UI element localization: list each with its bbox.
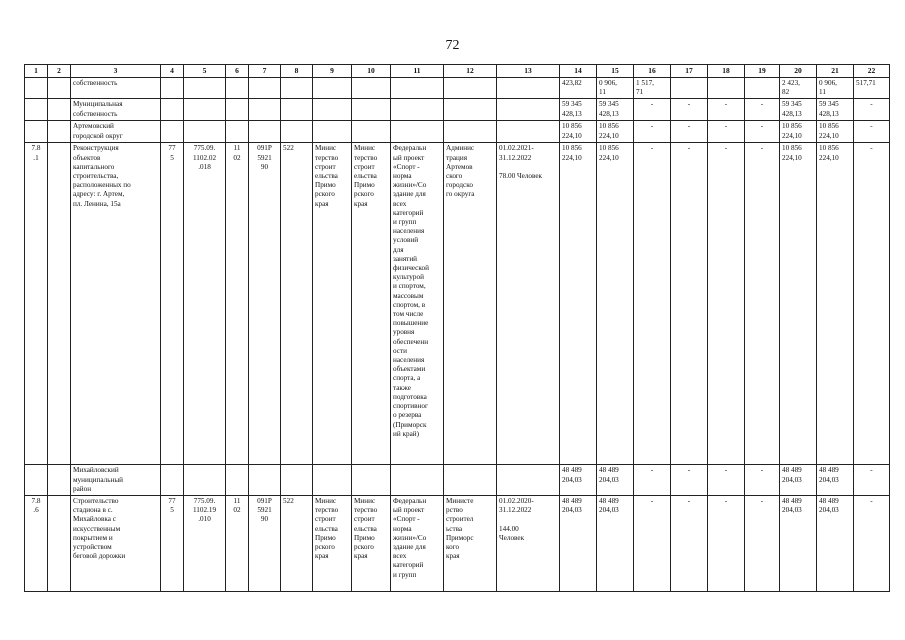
table-cell: 48 489 204,03	[597, 465, 634, 496]
table-cell	[249, 465, 281, 496]
table-cell: 2 423, 82	[780, 78, 817, 99]
table-cell	[391, 121, 444, 143]
column-number: 14	[560, 65, 597, 78]
table-cell	[352, 99, 391, 121]
table-cell	[444, 121, 497, 143]
table-cell: 10 856 224,10	[780, 143, 817, 465]
table-cell: Министе рство строител ьства Приморс кого края	[444, 496, 497, 592]
table-cell: -	[671, 99, 708, 121]
table-cell: 775.09. 1102.19 .010	[184, 496, 226, 592]
table-cell: -	[708, 465, 745, 496]
table-cell: -	[634, 496, 671, 592]
table-cell: Реконструкция объектов капитального строительства, расположенных по адресу: г. Артем, пл. Ленина, 15а	[71, 143, 161, 465]
table-cell: -	[708, 121, 745, 143]
table-cell: 775.09. 1102.02 .018	[184, 143, 226, 465]
table-cell	[249, 99, 281, 121]
table-cell: Артемовский городской округ	[71, 121, 161, 143]
table-cell: 77 5	[161, 143, 184, 465]
table-cell: -	[854, 121, 890, 143]
table-cell	[48, 143, 71, 465]
table-cell: -	[671, 143, 708, 465]
table-cell	[184, 465, 226, 496]
table-row	[25, 99, 890, 121]
table-cell: -	[671, 121, 708, 143]
table-cell	[745, 78, 780, 99]
table-cell	[48, 121, 71, 143]
table-cell: 48 489 204,03	[597, 496, 634, 592]
column-number: 21	[817, 65, 854, 78]
page-number: 72	[445, 38, 460, 53]
table-cell	[48, 99, 71, 121]
table-cell: -	[708, 496, 745, 592]
table-cell	[281, 121, 313, 143]
table-cell: 59 345 428,13	[597, 99, 634, 121]
table-row	[25, 465, 890, 496]
table-cell: -	[634, 99, 671, 121]
column-number: 19	[745, 65, 780, 78]
table-cell: 10 856 224,10	[560, 121, 597, 143]
table-cell	[161, 465, 184, 496]
table-cell: -	[671, 496, 708, 592]
column-number: 5	[184, 65, 226, 78]
table-cell: собственность	[71, 78, 161, 99]
table-cell: 423,82	[560, 78, 597, 99]
column-number: 12	[444, 65, 497, 78]
column-number: 22	[854, 65, 890, 78]
table-cell	[444, 99, 497, 121]
table-cell: 11 02	[226, 143, 249, 465]
table-cell	[25, 121, 48, 143]
table-cell: 1 517, 71	[634, 78, 671, 99]
table-cell	[249, 78, 281, 99]
table-cell	[281, 465, 313, 496]
column-number: 11	[391, 65, 444, 78]
table-row	[25, 143, 890, 465]
table-cell: 10 856 224,10	[597, 143, 634, 465]
table-cell: 522	[281, 143, 313, 465]
table-cell: -	[745, 121, 780, 143]
table-cell: 091P 5921 90	[249, 496, 281, 592]
table-cell	[226, 78, 249, 99]
table-cell: -	[745, 496, 780, 592]
table-cell	[161, 78, 184, 99]
table-cell: 01.02.2020- 31.12.2022 144.00 Человек	[497, 496, 560, 592]
table-cell: -	[854, 465, 890, 496]
program-table	[24, 64, 890, 592]
table-cell	[25, 465, 48, 496]
table-cell	[281, 99, 313, 121]
table-cell: Минис терство строит ельства Примо рского края	[352, 496, 391, 592]
table-cell	[352, 78, 391, 99]
table-cell: -	[708, 143, 745, 465]
table-cell: -	[854, 99, 890, 121]
table-cell: -	[745, 143, 780, 465]
table-cell	[671, 78, 708, 99]
table-cell	[249, 121, 281, 143]
table-cell	[226, 121, 249, 143]
table-cell: 48 489 204,03	[780, 496, 817, 592]
table-cell	[184, 99, 226, 121]
table-cell: Админис трация Артемов ского городско го округа	[444, 143, 497, 465]
table-cell	[313, 99, 352, 121]
table-cell: 77 5	[161, 496, 184, 592]
table-cell: -	[634, 465, 671, 496]
column-number: 13	[497, 65, 560, 78]
table-cell	[48, 496, 71, 592]
table-cell: 59 345 428,13	[560, 99, 597, 121]
table-cell: -	[745, 99, 780, 121]
table-cell	[497, 465, 560, 496]
table-cell	[313, 465, 352, 496]
table-cell	[497, 121, 560, 143]
table-cell	[281, 78, 313, 99]
table-cell: -	[671, 465, 708, 496]
table-cell: Федеральн ый проект «Спорт - норма жизни»/Со здание для всех категорий и групп населения условий для занятий физической культурой и спортом, массовым спортом, в том числе повышение уровня обеспеченн ости населения объектами спорта, а также подготовка спортивног о резерва (Приморск ий край)	[391, 143, 444, 465]
table-cell: -	[634, 143, 671, 465]
table-cell: 59 345 428,13	[817, 99, 854, 121]
column-number: 4	[161, 65, 184, 78]
table-cell: 59 345 428,13	[780, 99, 817, 121]
table-cell: -	[708, 99, 745, 121]
table-cell	[497, 99, 560, 121]
column-number: 7	[249, 65, 281, 78]
table-cell	[444, 78, 497, 99]
table-cell: Федеральн ый проект «Спорт - норма жизни»/Со здание для всех категорий и групп	[391, 496, 444, 592]
table-cell: Муниципальная собственность	[71, 99, 161, 121]
table-cell: 48 489 204,03	[817, 496, 854, 592]
table-cell: 0 906, 11	[817, 78, 854, 99]
table-cell: 10 856 224,10	[817, 121, 854, 143]
table-cell: 7.8 .1	[25, 143, 48, 465]
table-cell	[184, 121, 226, 143]
table-cell	[444, 465, 497, 496]
table-cell: Минис терство строит ельства Примо рского края	[313, 143, 352, 465]
column-number: 17	[671, 65, 708, 78]
table-cell: 091P 5921 90	[249, 143, 281, 465]
column-number: 9	[313, 65, 352, 78]
column-number: 2	[48, 65, 71, 78]
table-cell	[391, 99, 444, 121]
table-cell: -	[745, 465, 780, 496]
table-cell	[48, 465, 71, 496]
column-number: 18	[708, 65, 745, 78]
column-number: 8	[281, 65, 313, 78]
table-cell	[708, 78, 745, 99]
table-cell	[226, 465, 249, 496]
table-cell: -	[634, 121, 671, 143]
column-number: 1	[25, 65, 48, 78]
column-number: 16	[634, 65, 671, 78]
table-cell: Строительство стадиона в с. Михайловка с искусственным покрытием и устройством беговой дорожки	[71, 496, 161, 592]
table-cell: 522	[281, 496, 313, 592]
column-number: 10	[352, 65, 391, 78]
table-cell: 01.02.2021- 31.12.2022 78.00 Человек	[497, 143, 560, 465]
table-cell	[25, 78, 48, 99]
table-cell	[391, 78, 444, 99]
table-cell: 7.8 .6	[25, 496, 48, 592]
table-row	[25, 496, 890, 592]
table-cell	[313, 121, 352, 143]
column-numbers-row	[25, 65, 890, 78]
table-row	[25, 78, 890, 99]
table-cell: -	[854, 496, 890, 592]
table-cell	[352, 465, 391, 496]
table-cell	[497, 78, 560, 99]
column-number: 20	[780, 65, 817, 78]
table-cell: 11 02	[226, 496, 249, 592]
table-cell	[161, 121, 184, 143]
table-cell: 48 489 204,03	[560, 496, 597, 592]
table-cell	[352, 121, 391, 143]
table-cell: Михайловский муниципальный район	[71, 465, 161, 496]
table-cell	[184, 78, 226, 99]
table-cell	[313, 78, 352, 99]
table-row	[25, 121, 890, 143]
table-cell: 10 856 224,10	[780, 121, 817, 143]
table-cell: 517,71	[854, 78, 890, 99]
column-number: 15	[597, 65, 634, 78]
table-cell: 48 489 204,03	[780, 465, 817, 496]
table-cell: 48 489 204,03	[817, 465, 854, 496]
column-number: 3	[71, 65, 161, 78]
table-cell: -	[854, 143, 890, 465]
table-cell	[226, 99, 249, 121]
table-cell: Минис терство строит ельства Примо рского края	[313, 496, 352, 592]
table-cell: Минис терство строит ельства Примо рского края	[352, 143, 391, 465]
table-cell: 10 856 224,10	[560, 143, 597, 465]
table-cell: 0 906, 11	[597, 78, 634, 99]
table-cell	[391, 465, 444, 496]
table-cell	[25, 99, 48, 121]
table-cell	[48, 78, 71, 99]
table-cell: 48 489 204,03	[560, 465, 597, 496]
table-cell: 10 856 224,10	[597, 121, 634, 143]
column-number: 6	[226, 65, 249, 78]
table-cell	[161, 99, 184, 121]
table-cell: 10 856 224,10	[817, 143, 854, 465]
